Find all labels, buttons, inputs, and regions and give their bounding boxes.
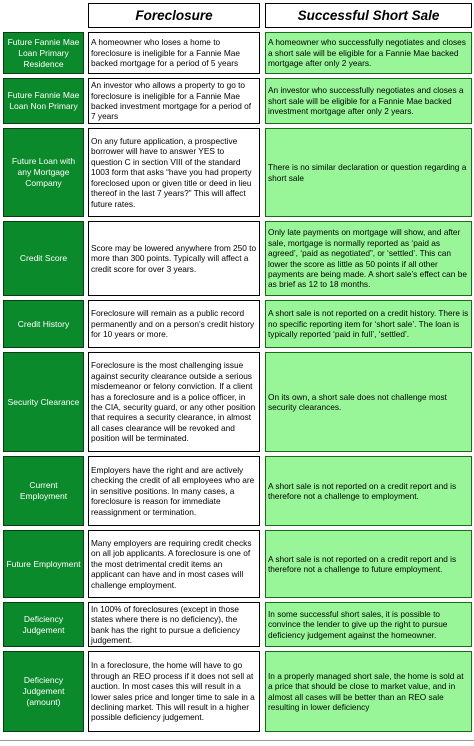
- foreclosure-cell: [88, 352, 260, 452]
- foreclosure-text: In 100% of foreclosures (except in those states where there is no deficiency), the bank has the right to pursue a deficiency judgement.: [91, 603, 240, 645]
- foreclosure-text: Employers have the right and are actively checking the credit of all employees who are in sensitive positions. In many cases, a foreclosure is reason for immediate reassignment or termination.: [91, 464, 255, 517]
- short-sale-text: In a properly managed short sale, the home is sold at a price that should be close to market value, and in almost all cases will be better than an REO sale resulting in lower deficiency: [268, 670, 464, 712]
- foreclosure-text: Foreclosure is the most challenging issue against security clearance outside a serious misdemeanor or felony conviction. If a client has a foreclosure and is a police officer, in the CIA, security guard, or any other position that requires a security clearance, in almost all cases clearance will be revoked and position will be terminated.: [91, 360, 256, 444]
- short-sale-text: A short sale is not reported on a credit report and is therefore not a challenge to future employment.: [268, 553, 457, 574]
- row-label: Credit History: [3, 300, 84, 348]
- short-sale-text: A homeowner who successfully negotiates and closes a short sale will be eligible for a Fannie Mae backed mortgage after only 2 years.: [268, 37, 466, 69]
- row-label: Deficiency Judgement (amount): [3, 651, 84, 732]
- row-label: Future Fannie Mae Loan Primary Residence: [3, 32, 84, 74]
- foreclosure-cell: [88, 530, 260, 598]
- header-foreclosure: Foreclosure: [88, 3, 260, 28]
- short-sale-text: In some successful short sales, it is possible to convince the lender to give up the right to pursue deficiency judgement against the homeowner.: [268, 608, 448, 640]
- row-label: Future Loan with any Mortgage Company: [3, 128, 84, 217]
- short-sale-cell: [265, 530, 472, 598]
- short-sale-cell: [265, 300, 472, 348]
- header-short-sale: Successful Short Sale: [265, 3, 472, 28]
- short-sale-cell: [265, 651, 472, 732]
- foreclosure-cell: [88, 456, 260, 526]
- foreclosure-cell: [88, 221, 260, 296]
- foreclosure-text: In a foreclosure, the home will have to go through an REO process if it does not sell at auction. In most cases this will result in a lower sales price and longer time to sale in a declining market. This will result in a higher possible deficiency judgement.: [91, 660, 255, 723]
- short-sale-cell: [265, 602, 472, 647]
- foreclosure-text: An investor who allows a property to go to foreclosure is ineligible for a Fannie Mae backed investment mortgage for a period of 7 years: [91, 80, 252, 122]
- row-label: Future Fannie Mae Loan Non Primary: [3, 78, 84, 124]
- row-label: Security Clearance: [3, 352, 84, 452]
- foreclosure-cell: [88, 651, 260, 732]
- foreclosure-cell: [88, 300, 260, 348]
- foreclosure-text: Score may be lowered anywhere from 250 to more than 300 points. Typically will affect a credit score for over 3 years.: [91, 242, 257, 274]
- foreclosure-cell: [88, 78, 260, 124]
- foreclosure-text: Many employers are requiring credit checks on all job applicants. A foreclosure is one of the most detrimental credit items an applicant can have and in most cases will challenge employment.: [91, 537, 252, 590]
- foreclosure-cell: [88, 32, 260, 74]
- row-label: Current Employment: [3, 456, 84, 526]
- foreclosure-text: Foreclosure will remain as a public record permanently and on a person’s credit history for 10 years or more.: [91, 308, 255, 340]
- foreclosure-text: A homeowner who loses a home to foreclosure is ineligible for a Fannie Mae backed mortgage for a period of 5 years: [91, 37, 240, 69]
- short-sale-cell: [265, 78, 472, 124]
- row-label: Credit Score: [3, 221, 84, 296]
- short-sale-cell: [265, 456, 472, 526]
- foreclosure-cell: [88, 128, 260, 217]
- short-sale-text: On its own, a short sale does not challenge most security clearances.: [268, 391, 447, 412]
- short-sale-cell: [265, 352, 472, 452]
- short-sale-text: Only late payments on mortgage will show, and after sale, mortgage is normally reported as ‘paid as agreed’, ‘paid as negotiated”, or ‘settled’. This can lower the score as little as 50 points if all other payments are being made. A short sale’s effect can be as brief as 12 to 18 months.: [268, 227, 467, 290]
- bottom-divider: [0, 740, 474, 741]
- row-label: Future Employment: [3, 530, 84, 598]
- short-sale-cell: [265, 32, 472, 74]
- foreclosure-text: On any future application, a prospective borrower will have to answer YES to question C in section VIII of the standard 1003 form that asks “have you had property foreclosed upon or given title or deed in lieu thereof in the last 7 years?” This will affect future rates.: [91, 136, 252, 209]
- short-sale-text: An investor who successfully negotiates and closes a short sale will be eligible for a Fannie Mae backed investment mortgage after only 2 years.: [268, 85, 464, 117]
- short-sale-text: A short sale is not reported on a credit report and is therefore not a challenge to employment.: [268, 480, 457, 501]
- row-label: Deficiency Judgement: [3, 602, 84, 647]
- short-sale-cell: [265, 128, 472, 217]
- foreclosure-cell: [88, 602, 260, 647]
- short-sale-text: A short sale is not reported on a credit history. There is no specific reporting item for ‘short sale’. The loan is typically reported ‘paid in full’, ‘settled’.: [268, 308, 469, 340]
- short-sale-text: There is no similar declaration or question regarding a short sale: [268, 162, 467, 183]
- short-sale-cell: [265, 221, 472, 296]
